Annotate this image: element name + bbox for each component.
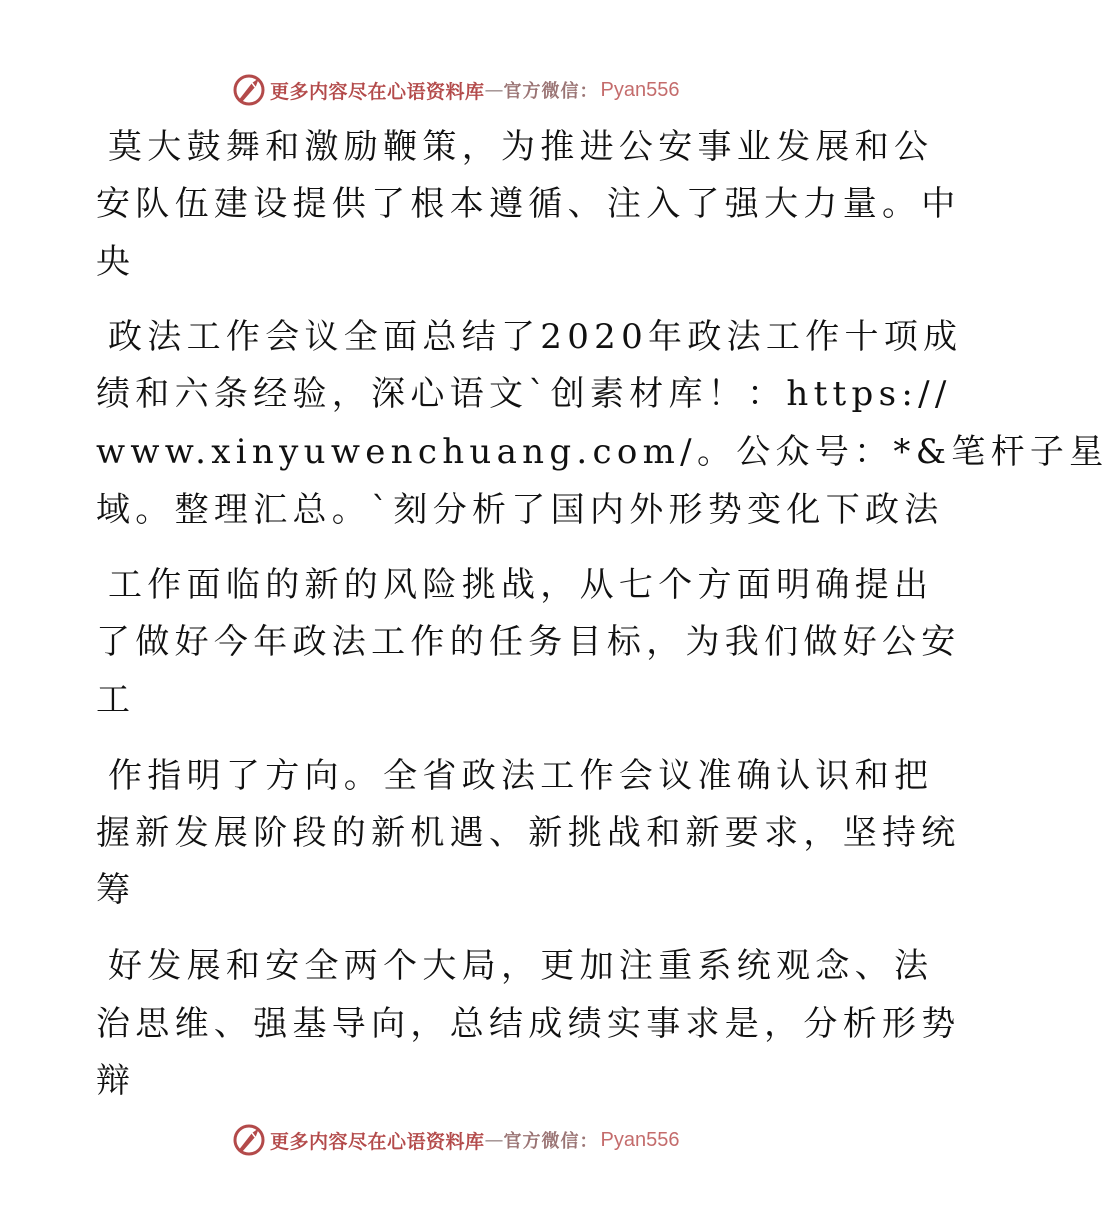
body-line: www.xinyuwenchuang.com/。公众号：*&笔杆子星: [96, 432, 1109, 472]
body-line: 政法工作会议全面总结了2020年政法工作十项成: [108, 317, 963, 357]
quill-pen-logo-icon: [232, 1123, 266, 1157]
body-line: 莫大鼓舞和激励鞭策，为推进公安事业发展和公: [108, 127, 934, 167]
body-line: 筹: [96, 870, 136, 910]
banner-separator: —: [484, 1129, 504, 1151]
wechat-label: 官方微信：: [503, 1131, 599, 1152]
body-line: 工作面临的新的风险挑战，从七个方面明确提出: [108, 565, 934, 605]
quill-pen-logo-icon: [232, 73, 266, 107]
body-line: 安队伍建设提供了根本遵循、注入了强大力量。中: [96, 184, 961, 224]
body-line: 绩和六条经验，深心语文`创素材库！：https://: [96, 374, 952, 414]
wechat-label: 官方微信：: [503, 81, 599, 102]
footer-banner: [232, 1122, 679, 1158]
body-line: 辩: [96, 1061, 136, 1101]
body-line: 作指明了方向。全省政法工作会议准确认识和把: [108, 756, 934, 796]
wechat-id: Pyan556: [600, 1128, 680, 1151]
wechat-id: Pyan556: [600, 78, 680, 101]
header-banner: [232, 72, 679, 108]
banner-separator: —: [484, 79, 504, 101]
brand-text: 更多内容尽在心语资料库: [270, 80, 485, 103]
brand-text: 更多内容尽在心语资料库: [270, 1130, 485, 1153]
body-line: 好发展和安全两个大局，更加注重系统观念、法: [108, 946, 934, 986]
body-line: 了做好今年政法工作的任务目标，为我们做好公安: [96, 622, 961, 662]
body-line: 握新发展阶段的新机遇、新挑战和新要求，坚持统: [96, 813, 961, 853]
body-line: 域。整理汇总。`刻分析了国内外形势变化下政法: [96, 490, 944, 530]
body-line: 央: [96, 242, 136, 282]
body-line: 工: [96, 680, 136, 720]
body-line: 治思维、强基导向，总结成绩实事求是，分析形势: [96, 1004, 961, 1044]
